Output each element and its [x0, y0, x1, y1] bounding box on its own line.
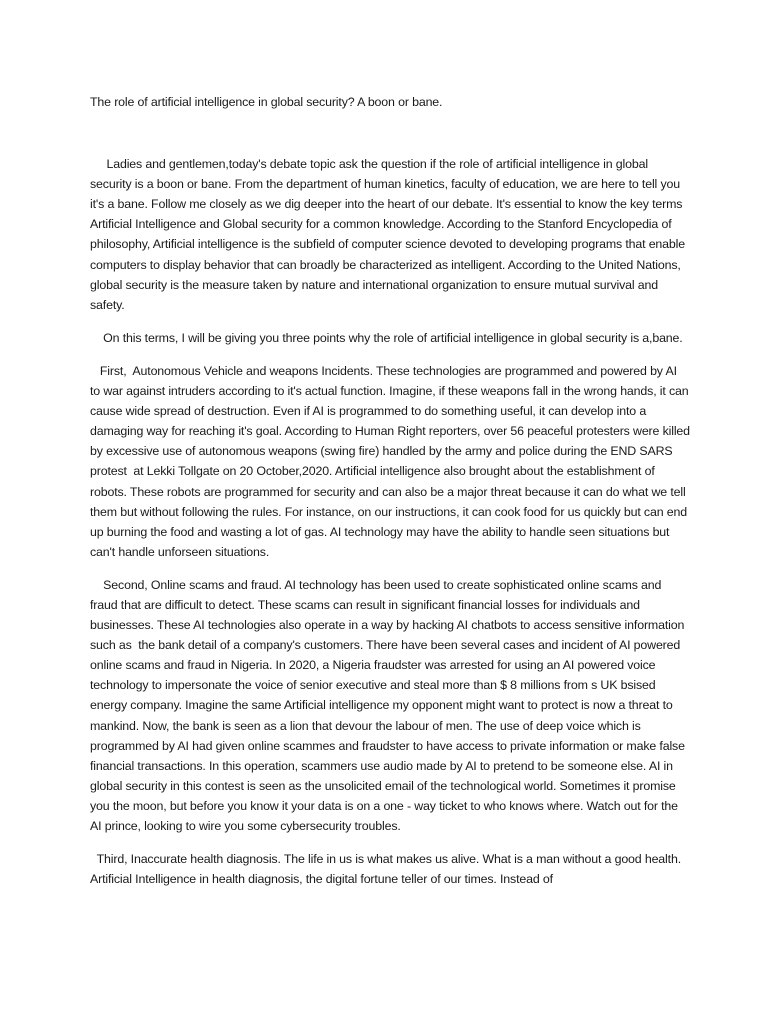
document-page [90, 92, 694, 902]
paragraph-second-point: Second, Online scams and fraud. AI technology has been used to create sophisticated online scams and fraud that are difficult to detect. These scams can result in significant financial losses for individuals and businesses. These AI technologies also operate in a way by hacking AI chatbots to access sensitive information such as the bank detail of a company's customers. There have been several cases and incident of AI powered online scams and fraud in Nigeria. In 2020, a Nigeria fraudster was arrested for using an AI powered voice technology to impersonate the voice of senior executive and steal more than $ 8 millions from s UK bsised energy company. Imagine the same Artificial intelligence my opponent might want to protect is now a threat to mankind. Now, the bank is seen as a lion that devour the labour of men. The use of deep voice which is programmed by AI had given online scammes and fraudster to have access to private information or make false financial transactions. In this operation, scammers use audio made by AI to pretend to be someone else. AI in global security in this contest is seen as the unsolicited email of the technological world. Sometimes it promise you the moon, but before you know it your data is on a one - way ticket to who knows where. Watch out for the AI prince, looking to wire you some cybersecurity troubles. [90, 577, 689, 833]
document-title: The role of artificial intelligence in global security? A boon or bane. [90, 95, 443, 109]
paragraph-first-point: First, Autonomous Vehicle and weapons Incidents. These technologies are programmed and powered by AI to war against intruders according to it's actual function. Imagine, if these weapons fall in the wrong hands, it can cause wide spread of destruction. Even if AI is programmed to do something useful, it can develop into a damaging way for reaching it's goal. According to Human Right reporters, over 56 peaceful protesters were killed by excessive use of autonomous weapons (swing fire) handled by the army and police during the END SARS protest at Lekki Tollgate on 20 October,2020. Artificial intelligence also brought about the establishment of robots. These robots are programmed for security and can also be a major threat because it can do what we tell them but without following the rules. For instance, on our instructions, it can cook food for us quickly but can end up burning the food and wasting a lot of gas. AI technology may have the ability to handle seen situations but can't handle unforseen situations. [90, 363, 694, 559]
paragraph-third-point: Third, Inaccurate health diagnosis. The life in us is what makes us alive. What is a man without a good health. Artificial Intelligence in health diagnosis, the digital fortune teller of our times. Instead of [90, 852, 684, 887]
paragraph-introduction: Ladies and gentlemen,today's debate topic ask the question if the role of artificial intelligence in global security is a boon or bane. From the department of human kinetics, faculty of education, we are here to tell you it's a bane. Follow me closely as we dig deeper into the heart of our debate. It's essential to know the key terms Artificial Intelligence and Global security for a common knowledge. According to the Stanford Encyclopedia of philosophy, Artificial intelligence is the subfield of computer science devoted to developing programs that enable computers to display behavior that can broadly be characterized as intelligent. According to the United Nations, global security is the measure taken by nature and international organization to ensure mutual survival and safety. [90, 157, 689, 312]
paragraph-overview: On this terms, I will be giving you three points why the role of artificial intelligence in global security is a,bane. [90, 330, 683, 345]
